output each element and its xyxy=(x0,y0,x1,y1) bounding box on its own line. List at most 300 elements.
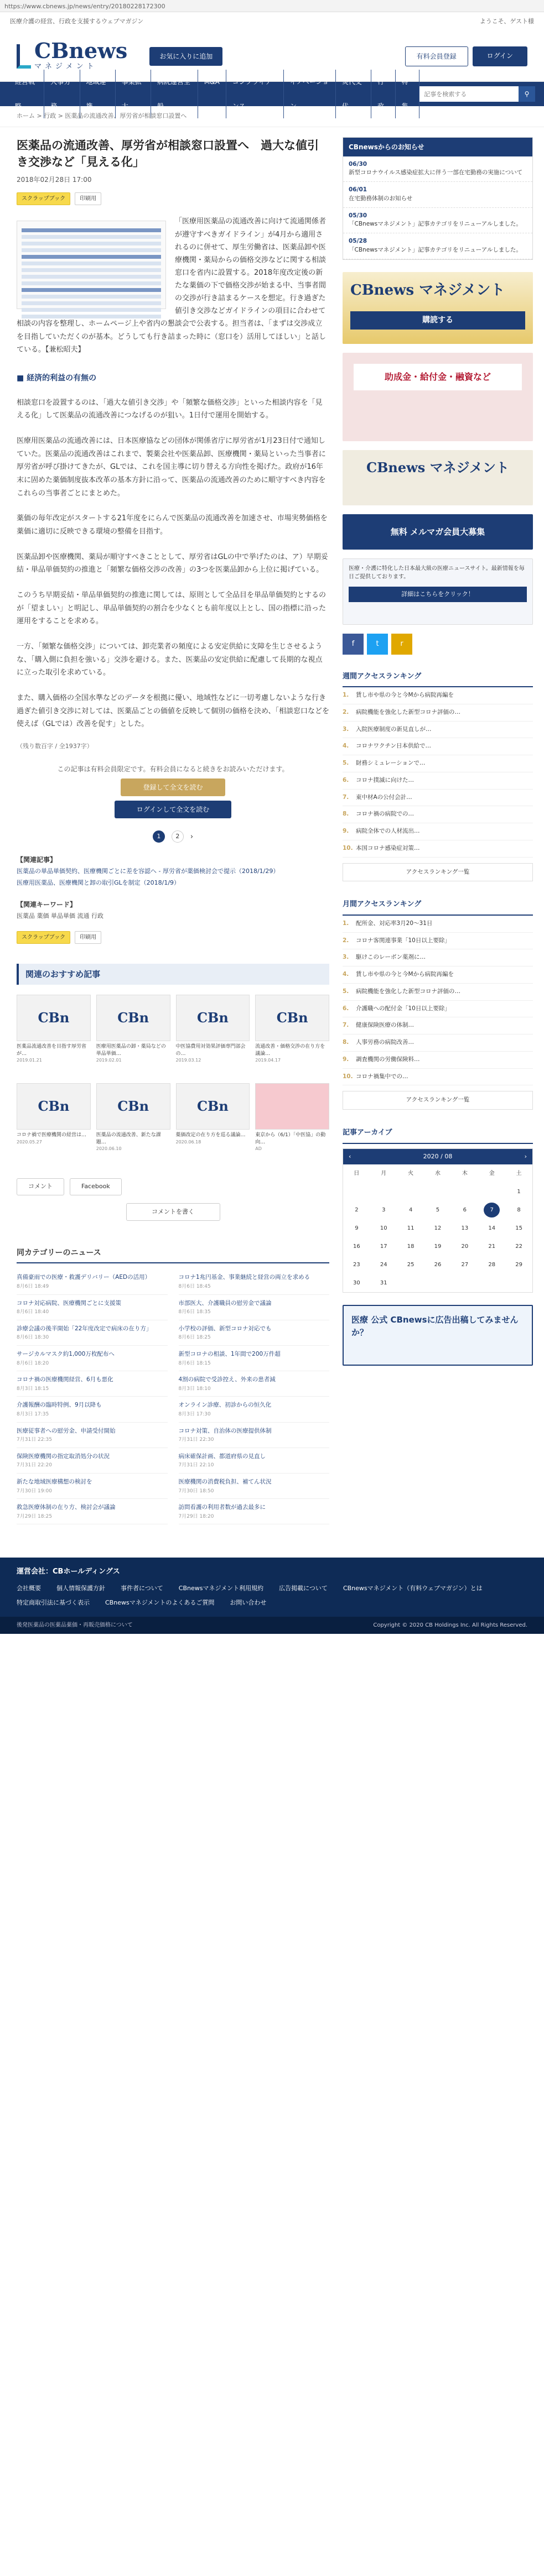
calendar-day[interactable]: 17 xyxy=(380,1243,387,1250)
card-thumbnail: CBn xyxy=(96,1083,170,1130)
rank-number: 3. xyxy=(343,725,349,733)
calendar-day[interactable]: 3 xyxy=(382,1207,386,1213)
notice-date: 06/30 xyxy=(349,160,367,168)
category-item[interactable] xyxy=(17,1499,168,1524)
calendar-day[interactable]: 6 xyxy=(463,1207,467,1213)
rank-number: 10. xyxy=(343,844,353,851)
article-figure xyxy=(17,221,166,309)
keywords[interactable]: 医薬品 薬価 単品単価 流通 行政 xyxy=(17,912,103,920)
ad-banner[interactable]: 医療 公式 CBnewsに広告出稿してみませんか？ xyxy=(343,1305,533,1366)
category-item-date: 8月3日 18:15 xyxy=(17,1386,49,1392)
paywall xyxy=(17,764,329,818)
category-item[interactable] xyxy=(17,1269,168,1294)
weekday-label: 金 xyxy=(489,1171,495,1177)
category-item-date: 8月6日 18:25 xyxy=(178,1335,211,1341)
scrap-button-bottom[interactable]: スクラップブック xyxy=(17,931,70,944)
footer-link[interactable]: CBnewsマネジメント（有料ウェブマガジン）とは xyxy=(343,1584,483,1592)
category-item-title[interactable]: コロナ対策、自治体の医療提供体制 xyxy=(178,1427,272,1434)
rank-title[interactable]: コロナ禍集中での… xyxy=(356,1073,408,1080)
calendar-day[interactable]: 10 xyxy=(380,1225,387,1231)
greeting: ようこそ、ゲスト様 xyxy=(479,17,534,25)
card-date: 2020.06.18 xyxy=(175,1139,201,1145)
rank-title[interactable]: 賃し市や県の今と今Mから病院再編を xyxy=(356,971,454,978)
site-logo[interactable] xyxy=(17,40,127,72)
calendar-day xyxy=(343,1183,370,1201)
rank-number: 2. xyxy=(343,937,349,944)
weekday-label: 木 xyxy=(462,1171,468,1177)
category-item-date: 8月3日 18:10 xyxy=(178,1386,211,1392)
subscribe-label: 購読する xyxy=(350,311,525,330)
rank-number: 7. xyxy=(343,793,349,801)
notice-date: 06/01 xyxy=(349,186,367,193)
copyright: Copyright © 2020 CB Holdings Inc. All Rights Reserved. xyxy=(373,1622,527,1628)
notice-box xyxy=(343,137,533,260)
footer-link[interactable]: 個人情報保護方針 xyxy=(56,1584,105,1592)
rank-item[interactable] xyxy=(343,687,533,704)
article-lead xyxy=(17,215,329,356)
rank-title[interactable]: 配所金、対応率3月20～31日 xyxy=(356,919,433,927)
article-date: 2018年02月28日 17:00 xyxy=(17,176,92,184)
category-item-title[interactable]: 新型コロナの相談、1年間で200万件超 xyxy=(178,1350,281,1357)
card-date: 2020.06.10 xyxy=(96,1146,122,1151)
category-item-date: 7月30日 18:50 xyxy=(178,1488,214,1494)
comment-tab[interactable]: コメント xyxy=(17,1178,64,1195)
card-title: 中医協費用対効果評価専門部会の… xyxy=(175,1044,246,1057)
rank-item[interactable] xyxy=(343,1052,533,1069)
prev-month-icon[interactable]: ‹ xyxy=(349,1152,351,1160)
rank-title[interactable]: 駆けこのレーボン薬剤に… xyxy=(356,954,426,961)
monthly-rank-more[interactable]: アクセスランキング一覧 xyxy=(343,1091,533,1110)
rank-number: 5. xyxy=(343,987,349,995)
recommend-card[interactable] xyxy=(176,1083,250,1166)
rank-title[interactable]: 東中材Aの公付会計… xyxy=(356,793,412,801)
card-thumbnail: CBn xyxy=(176,995,250,1041)
keyword-head: 【関連キーワード】 xyxy=(17,901,77,909)
category-item[interactable] xyxy=(179,1371,330,1397)
banner-logo: CBnews マネジメント xyxy=(350,281,505,299)
calendar-day[interactable]: 23 xyxy=(353,1262,360,1268)
facebook-icon[interactable]: f xyxy=(343,634,364,655)
card-date: 2019.02.01 xyxy=(96,1057,122,1063)
info-text: 医療・介護に特化した日本最大級の医療ニュースサイト。最新情報を毎日ご提供しております。 xyxy=(349,565,525,580)
page-1[interactable]: 1 xyxy=(153,830,165,843)
category-item-date: 7月29日 18:20 xyxy=(178,1513,214,1519)
main-nav xyxy=(0,78,544,110)
archive-head: 記事アーカイブ xyxy=(343,1123,533,1144)
rank-item[interactable] xyxy=(343,738,533,755)
category-item-date: 8月6日 18:15 xyxy=(178,1360,211,1366)
calendar-day[interactable]: 12 xyxy=(434,1225,442,1231)
login-read-button[interactable]: ログインして全文を読む xyxy=(115,801,231,818)
calendar-day[interactable]: 30 xyxy=(353,1280,360,1286)
card-thumbnail: CBn xyxy=(17,1083,91,1130)
rank-number: 5. xyxy=(343,760,349,766)
category-item-title[interactable]: 医療従事者への慰労金、申請受付開始 xyxy=(17,1427,116,1434)
grant-text: 助成金・給付金・融資など xyxy=(354,364,522,390)
footer-link[interactable]: 特定商取引法に基づく表示 xyxy=(17,1599,90,1607)
related-link[interactable]: 医療用医薬品、医療機関と卸の取引GLを制定（2018/1/9） xyxy=(17,879,180,886)
category-item-title[interactable]: オンライン診療、初診からの恒久化 xyxy=(178,1402,272,1409)
main-column xyxy=(17,127,329,1525)
category-item[interactable] xyxy=(179,1295,330,1320)
footer-link[interactable]: 会社概要 xyxy=(17,1584,41,1592)
twitter-icon[interactable]: t xyxy=(367,634,388,655)
calendar-day xyxy=(370,1183,397,1201)
search-input[interactable] xyxy=(419,86,519,102)
rank-item[interactable] xyxy=(343,1034,533,1052)
article-paragraph: また、購入価格の全国水準などのデータを根拠に優い、地域性などに一切考慮しないような行き過ぎた値引き交渉に対しては、医薬品ごとの価値を反映して個別の価格を決め、「相談窓口などを使えば（GLでは）改善を促す」とした。 xyxy=(17,693,329,729)
notice-text[interactable]: 新型コロナウイルス感染症拡大に伴う一部在宅勤務の実施について xyxy=(349,169,523,176)
paywall-text: この記事は有料会員限定です。有料会員になると続きをお読みいただけます。 xyxy=(57,765,289,774)
tagline: 医療介護の経営、行政を支援するウェブマガジン xyxy=(10,17,144,25)
calendar-day[interactable]: 4 xyxy=(408,1207,413,1213)
notice-head: CBnewsからのお知らせ xyxy=(343,138,532,156)
rank-item[interactable] xyxy=(343,966,533,984)
category-item-title[interactable]: 小学校の評価、新型コロナ対応でも xyxy=(178,1325,272,1332)
card-title: 医薬品の流通改善、新たな課題… xyxy=(96,1132,161,1145)
subscribe-banner[interactable] xyxy=(343,272,533,344)
card-date: AD xyxy=(255,1146,262,1151)
lead-text: 「医療用医薬品の流通改善に向けて流通関係者が遵守すべきガイドライン」が4月から適用されるのに併せて、厚生労働省は、医薬品卸や医療機関・薬局からの価格交渉などに関する相談窓口を省内に設置する。2018年度改定後の新たな薬価の下で価格交渉が始まる中、当事者間の交渉が行き詰まるケースを想定。行き過ぎた値引き交渉などガイドラインの項目に合わせて相談の内容を整理し、ホームページ上や省内の懇談会で公表する。担当者は、「まずは交渉成立を目指していただくのが基本。どうしても行き詰まった時に（窓口を）活用してほしい」と話している。【兼松昭夫】 xyxy=(17,217,327,354)
logo-sub: マネジメント xyxy=(34,62,97,71)
calendar-day[interactable]: 25 xyxy=(407,1262,415,1268)
category-item-title[interactable]: コロナ対応病院、医療機関ごとに支援策 xyxy=(17,1299,121,1307)
info-button[interactable]: 詳細はこちらをクリック！ xyxy=(349,587,527,603)
notice-text[interactable]: 在宅勤務体制のお知らせ xyxy=(349,195,413,202)
rank-number: 9. xyxy=(343,828,349,834)
notice-text[interactable]: 「CBnewsマネジメント」記事カテゴリをリニューアルしました。 xyxy=(349,246,522,253)
notice-item[interactable] xyxy=(343,156,532,182)
calendar-day[interactable]: 16 xyxy=(353,1243,360,1250)
footer-note[interactable]: 後発医薬品の医薬品薬価・再販売価格について xyxy=(17,1622,133,1628)
register-read-button[interactable]: 登録して全文を読む xyxy=(121,778,225,796)
category-item[interactable] xyxy=(179,1448,330,1474)
calendar-day[interactable]: 13 xyxy=(461,1225,469,1231)
card-title: 医薬品流通改善を目指す厚労省が… xyxy=(17,1044,87,1057)
category-item-title[interactable]: 4割の病院で受診控え、外来の患者減 xyxy=(178,1376,276,1383)
rank-number: 1. xyxy=(343,919,349,927)
grant-banner[interactable] xyxy=(343,353,533,441)
rank-item[interactable] xyxy=(343,1001,533,1018)
rank-number: 10. xyxy=(343,1073,353,1080)
category-item-date: 8月6日 18:45 xyxy=(178,1284,211,1290)
footer-link[interactable]: 広告掲載について xyxy=(279,1584,328,1592)
favorite-button[interactable]: お気に入りに追加 xyxy=(149,47,222,66)
notice-item[interactable] xyxy=(343,233,532,259)
calendar-day[interactable]: 29 xyxy=(515,1262,522,1268)
card-date: 2019.04.17 xyxy=(255,1057,281,1063)
cbnews-info-banner[interactable] xyxy=(343,558,533,625)
scrap-button[interactable]: スクラップブック xyxy=(17,192,70,205)
article-paragraph: 医薬品卸や医療機関、薬局が順守すべきこととして、厚労省はGLの中で挙げたのは、ア）早期妥結・単品単価契約の推進と「頻繁な価格交渉の改善」の3つを医薬品卸から上位に掲げている。 xyxy=(17,552,328,574)
category-item[interactable] xyxy=(179,1423,330,1448)
category-item-date: 8月6日 18:20 xyxy=(17,1360,49,1366)
recommend-card[interactable] xyxy=(17,995,91,1078)
category-item[interactable] xyxy=(17,1423,168,1448)
footer-link[interactable]: CBnewsマネジメントのよくあるご質問 xyxy=(105,1599,215,1607)
footer xyxy=(0,1558,544,1617)
nav-item[interactable]: 特集 xyxy=(396,70,420,118)
category-item[interactable] xyxy=(17,1474,168,1499)
article-paragraph: 一方、「頻繁な価格交渉」については、卸売業者の頻度による安定供給に支障を生じさせるような、「購入側に負担を強いる」交渉を避ける。また、医薬品の安定供給に配慮して長期的な視点に立った取引を求めている。 xyxy=(17,642,323,677)
card-thumbnail: CBn xyxy=(17,995,91,1041)
notice-item[interactable] xyxy=(343,208,532,234)
search-icon[interactable]: ⚲ xyxy=(519,86,535,102)
rank-title[interactable]: 賃し市や県の今と今Mから病院再編を xyxy=(356,692,454,698)
rank-item[interactable] xyxy=(343,722,533,739)
recommend-card[interactable] xyxy=(176,995,250,1078)
card-thumbnail xyxy=(255,1083,329,1130)
weekday-label: 火 xyxy=(408,1171,414,1177)
article-paragraph: 薬価の毎年改定がスタートする21年度をにらんで医薬品の流通改善を加速させ、市場実勢価格を薬価に適切に反映できる環境の整備を目指す。 xyxy=(17,514,328,536)
rank-number: 1. xyxy=(343,692,349,698)
rank-title[interactable]: 病院機能を強化した新型コロナ評価の… xyxy=(356,987,460,995)
rss-icon[interactable]: r xyxy=(391,634,412,655)
rank-number: 9. xyxy=(343,1056,349,1063)
rank-item[interactable] xyxy=(343,772,533,790)
calendar-day[interactable]: 22 xyxy=(515,1243,522,1250)
footer-link[interactable]: 事件者について xyxy=(121,1584,163,1592)
rank-item[interactable] xyxy=(343,1017,533,1034)
category-item-date: 7月29日 18:25 xyxy=(17,1513,52,1519)
card-thumbnail: CBn xyxy=(96,995,170,1041)
category-item-title[interactable]: 介護報酬の臨時特例、9月以降も xyxy=(17,1402,102,1409)
card-date: 2020.05.27 xyxy=(17,1139,42,1145)
calendar-day[interactable]: 24 xyxy=(380,1262,387,1268)
rank-item[interactable] xyxy=(343,984,533,1001)
card-title: 流通改善・価格交渉の在り方を議論… xyxy=(255,1044,325,1057)
calendar-day xyxy=(478,1183,505,1201)
nav-item[interactable]: イノベーション xyxy=(284,70,336,118)
notice-text[interactable]: 「CBnewsマネジメント」記事カテゴリをリニューアルしました。 xyxy=(349,221,522,228)
card-date: 2019.01.21 xyxy=(17,1057,42,1063)
rank-title[interactable]: 病院機能を強化した新型コロナ評価の… xyxy=(356,708,460,715)
rank-number: 6. xyxy=(343,1005,349,1012)
category-item-date: 7月31日 22:10 xyxy=(178,1462,214,1469)
category-item[interactable] xyxy=(17,1397,168,1422)
category-item-title[interactable]: 真備豪雨での医療・救護デリバリー（AEDの活用） xyxy=(17,1274,151,1281)
category-item[interactable] xyxy=(17,1320,168,1346)
rank-item[interactable] xyxy=(343,916,533,933)
rank-title[interactable]: 健康保険医療の体制… xyxy=(356,1022,414,1029)
weekday-label: 日 xyxy=(354,1171,360,1177)
category-item[interactable] xyxy=(179,1346,330,1371)
rank-item[interactable] xyxy=(343,1069,533,1086)
card-title: コロナ禍で医療機関の経営は… xyxy=(17,1132,87,1138)
article-paragraph: このうち早期妥結・単品単価契約の推進に関しては、原則として全品目を単品単価契約とするのが「望ましい」と明記し、単品単価契約の割合を少なくとも前年度以上とし、国の指標に沿った運用をすることを求める。 xyxy=(17,591,327,626)
calendar-day xyxy=(397,1183,424,1201)
recommend-head: 関連のおすすめ記事 xyxy=(17,964,329,985)
page-2[interactable]: 2 xyxy=(172,830,184,843)
category-item-date: 7月30日 19:00 xyxy=(17,1488,52,1494)
calendar-day[interactable]: 27 xyxy=(461,1262,469,1268)
category-item-date: 8月6日 18:30 xyxy=(17,1335,49,1341)
calendar-day[interactable]: 28 xyxy=(488,1262,496,1268)
rank-number: 4. xyxy=(343,971,349,978)
weekday-label: 月 xyxy=(381,1171,387,1177)
weekday-label: 土 xyxy=(516,1171,522,1177)
card-thumbnail: CBn xyxy=(255,995,329,1041)
rank-item[interactable] xyxy=(343,790,533,807)
breadcrumb: ホーム > 行政 > 医薬品の流通改善、厚労省が相談窓口設置へ xyxy=(0,106,544,127)
card-title: 東京から（6/1）「中医協」の動向… xyxy=(255,1132,326,1145)
register-button[interactable]: 有料会員登録 xyxy=(405,46,468,66)
calendar-day[interactable]: 14 xyxy=(488,1225,496,1231)
nav-item[interactable]: 経営戦略 xyxy=(9,70,44,118)
rank-title[interactable]: 病院全体での人材流出… xyxy=(356,828,420,834)
category-item-title[interactable]: 医療機関の消費税負担、補てん状況 xyxy=(178,1478,272,1485)
rank-title[interactable]: 介護職への配付金「10日以上要除」 xyxy=(356,1005,450,1012)
footer-link[interactable]: お問い合わせ xyxy=(230,1599,267,1607)
category-item-title[interactable]: コロナ禍の医療機関経営、6月も悪化 xyxy=(17,1376,113,1383)
calendar-day[interactable]: 8 xyxy=(517,1207,521,1213)
related-head: 【関連記事】 xyxy=(17,856,57,864)
rank-number: 7. xyxy=(343,1022,349,1029)
rank-number: 8. xyxy=(343,811,349,818)
calendar-day[interactable]: 7 xyxy=(484,1203,500,1218)
category-item-title[interactable]: 市部医大、介護職員の慰労金で議論 xyxy=(178,1299,272,1307)
category-item-date: 8月6日 18:40 xyxy=(17,1309,49,1315)
nav-item[interactable]: コンプライアンス xyxy=(226,70,284,118)
calendar-day[interactable]: 11 xyxy=(407,1225,415,1231)
calendar-day[interactable]: 9 xyxy=(355,1225,359,1231)
calendar-day[interactable]: 19 xyxy=(434,1243,442,1250)
weekday-label: 水 xyxy=(434,1171,441,1177)
rank-number: 8. xyxy=(343,1039,349,1046)
card-thumbnail: CBn xyxy=(176,1083,250,1130)
related-link[interactable]: 医薬品の単品単価契約、医療機関ごとに差を容認へ - 厚労省が薬価検討会で提示（2018/1/29） xyxy=(17,868,279,875)
calendar-day[interactable]: 21 xyxy=(488,1243,496,1250)
rank-title[interactable]: コロナ客関連事業「10日以上要除」 xyxy=(356,937,450,944)
category-item-title[interactable]: 新たな地域医療構想の検討を xyxy=(17,1478,92,1485)
category-item-date: 7月31日 22:35 xyxy=(17,1437,52,1443)
next-month-icon[interactable]: › xyxy=(524,1152,527,1160)
news-banner[interactable] xyxy=(343,450,533,505)
recommend-card[interactable] xyxy=(255,995,329,1078)
rank-number: 3. xyxy=(343,954,349,961)
category-item[interactable] xyxy=(17,1295,168,1320)
rank-item[interactable] xyxy=(343,823,533,840)
nav-item[interactable]: 地域連携 xyxy=(80,70,116,118)
category-item[interactable] xyxy=(17,1448,168,1474)
category-item-title[interactable]: 救急医療体制の在り方、検討会が議論 xyxy=(17,1504,116,1511)
recommend-card[interactable] xyxy=(17,1083,91,1166)
category-item-title[interactable]: 保険医療機関の指定取消処分の状況 xyxy=(17,1452,110,1460)
rank-title[interactable]: 調査機関の労働保険料… xyxy=(356,1056,420,1063)
calendar-day xyxy=(451,1183,478,1201)
rank-item[interactable] xyxy=(343,755,533,772)
next-page-icon[interactable]: › xyxy=(190,832,194,841)
recommend-card[interactable] xyxy=(96,1083,170,1166)
rank-title[interactable]: コロナワクチン日本供給で… xyxy=(356,743,431,750)
rank-number: 6. xyxy=(343,776,349,783)
logo-text: CBnews xyxy=(34,38,128,63)
calendar-day[interactable]: 2 xyxy=(355,1207,359,1213)
nav-item[interactable]: M&A xyxy=(198,70,226,118)
recommend-card[interactable] xyxy=(255,1083,329,1166)
rank-title[interactable]: 財務シミュレーションで… xyxy=(356,760,426,766)
rank-title[interactable]: 本国コロナ感染症対策… xyxy=(356,844,420,851)
nav-item[interactable]: 事業拡大 xyxy=(116,70,151,118)
card-title: 医療用医薬品の卸・薬局などの単品単価… xyxy=(96,1044,166,1057)
calendar-day[interactable]: 18 xyxy=(407,1243,415,1250)
footer-link[interactable]: CBnewsマネジメント利用規約 xyxy=(178,1584,264,1592)
rank-number: 2. xyxy=(343,708,349,715)
calendar-day[interactable]: 20 xyxy=(461,1243,469,1250)
category-item-date: 8月6日 18:35 xyxy=(178,1309,211,1315)
calendar-day[interactable]: 1 xyxy=(517,1189,521,1195)
article-paragraph: 相談窓口を設置するのは、「過大な値引き交渉」や「頻繁な価格交渉」といった相談内容を「見える化」して医薬品の流通改善につなげるのが狙い。1日付で運用を開始する。 xyxy=(17,398,323,420)
rank-title[interactable]: 入院医療制度の新見直しが… xyxy=(356,725,432,733)
rank-item[interactable] xyxy=(343,949,533,966)
nav-item[interactable]: 行政 xyxy=(371,70,396,118)
article-title: 医薬品の流通改善、厚労省が相談窓口設置へ 過大な値引き交渉など「見える化」 xyxy=(17,138,319,169)
category-item[interactable] xyxy=(17,1346,168,1371)
print-button[interactable]: 印刷用 xyxy=(75,192,101,205)
archive-calendar xyxy=(343,1148,533,1293)
category-item[interactable] xyxy=(179,1499,330,1524)
category-item-title[interactable]: 訪問看護の利用者数が過去最多に xyxy=(178,1504,266,1511)
calendar-day[interactable]: 5 xyxy=(436,1207,440,1213)
category-item-date: 7月31日 22:30 xyxy=(178,1437,214,1443)
calendar-day[interactable]: 26 xyxy=(434,1262,442,1268)
recommend-card[interactable] xyxy=(96,995,170,1078)
login-button[interactable]: ログイン xyxy=(473,46,527,66)
category-item-title[interactable]: 病床確保計画、都道府県の見直し xyxy=(178,1452,266,1460)
notice-item[interactable] xyxy=(343,182,532,208)
rank-title[interactable]: 人事労務の病院改善… xyxy=(356,1039,414,1046)
rank-item[interactable] xyxy=(343,704,533,722)
category-item[interactable] xyxy=(179,1269,330,1294)
category-item-date: 8月6日 18:49 xyxy=(17,1284,49,1290)
calendar-month: 2020 / 08 xyxy=(423,1152,453,1160)
footer-head: 運営会社：CBホールディングス xyxy=(17,1567,120,1576)
calendar-day xyxy=(424,1183,452,1201)
calendar-day[interactable]: 15 xyxy=(515,1225,522,1231)
nav-item[interactable]: 病院運営全般 xyxy=(151,70,198,118)
facebook-tab[interactable]: Facebook xyxy=(70,1178,122,1195)
category-head: 同カテゴリーのニュース xyxy=(17,1247,329,1263)
weekly-rank-more[interactable]: アクセスランキング一覧 xyxy=(343,863,533,882)
category-item[interactable] xyxy=(179,1320,330,1346)
category-item-title[interactable]: サージカルマスク約1,000万枚配布へ xyxy=(17,1350,115,1357)
rank-title[interactable]: コロナ禍の病院での… xyxy=(356,811,414,818)
article-subhead: ■ 経済的利益の有無の xyxy=(17,373,97,383)
category-item[interactable] xyxy=(179,1397,330,1422)
rank-title[interactable]: コロナ撲滅に向けた… xyxy=(356,776,414,783)
category-item-title[interactable]: コロナ1兆円基金、事業継続と経営の両立を求める xyxy=(178,1274,310,1281)
browser-url[interactable]: https://www.cbnews.jp/news/entry/20180228172300 xyxy=(0,0,544,12)
mailmag-banner[interactable]: 無料 メルマガ会員大募集 xyxy=(343,514,533,550)
nav-item[interactable]: 人事労務 xyxy=(44,70,80,118)
logo-mark-icon xyxy=(17,44,31,69)
card-date: 2019.03.12 xyxy=(175,1057,201,1063)
print-button-bottom[interactable]: 印刷用 xyxy=(75,931,101,944)
rank-number: 4. xyxy=(343,743,349,750)
calendar-day[interactable]: 31 xyxy=(380,1280,387,1286)
rank-item[interactable] xyxy=(343,840,533,858)
category-item[interactable] xyxy=(17,1371,168,1397)
category-item-date: 7月31日 22:20 xyxy=(17,1462,52,1469)
pager xyxy=(17,830,329,843)
category-item-title[interactable]: 診療会議の後半開始「22年度改定で病床の在り方」 xyxy=(17,1325,152,1332)
notice-date: 05/28 xyxy=(349,238,367,244)
category-item[interactable] xyxy=(179,1474,330,1499)
rank-item[interactable] xyxy=(343,933,533,950)
nav-item[interactable]: 炎代交代 xyxy=(336,70,371,118)
rank-item[interactable] xyxy=(343,806,533,823)
write-comment-button[interactable]: コメントを書く xyxy=(126,1203,220,1221)
